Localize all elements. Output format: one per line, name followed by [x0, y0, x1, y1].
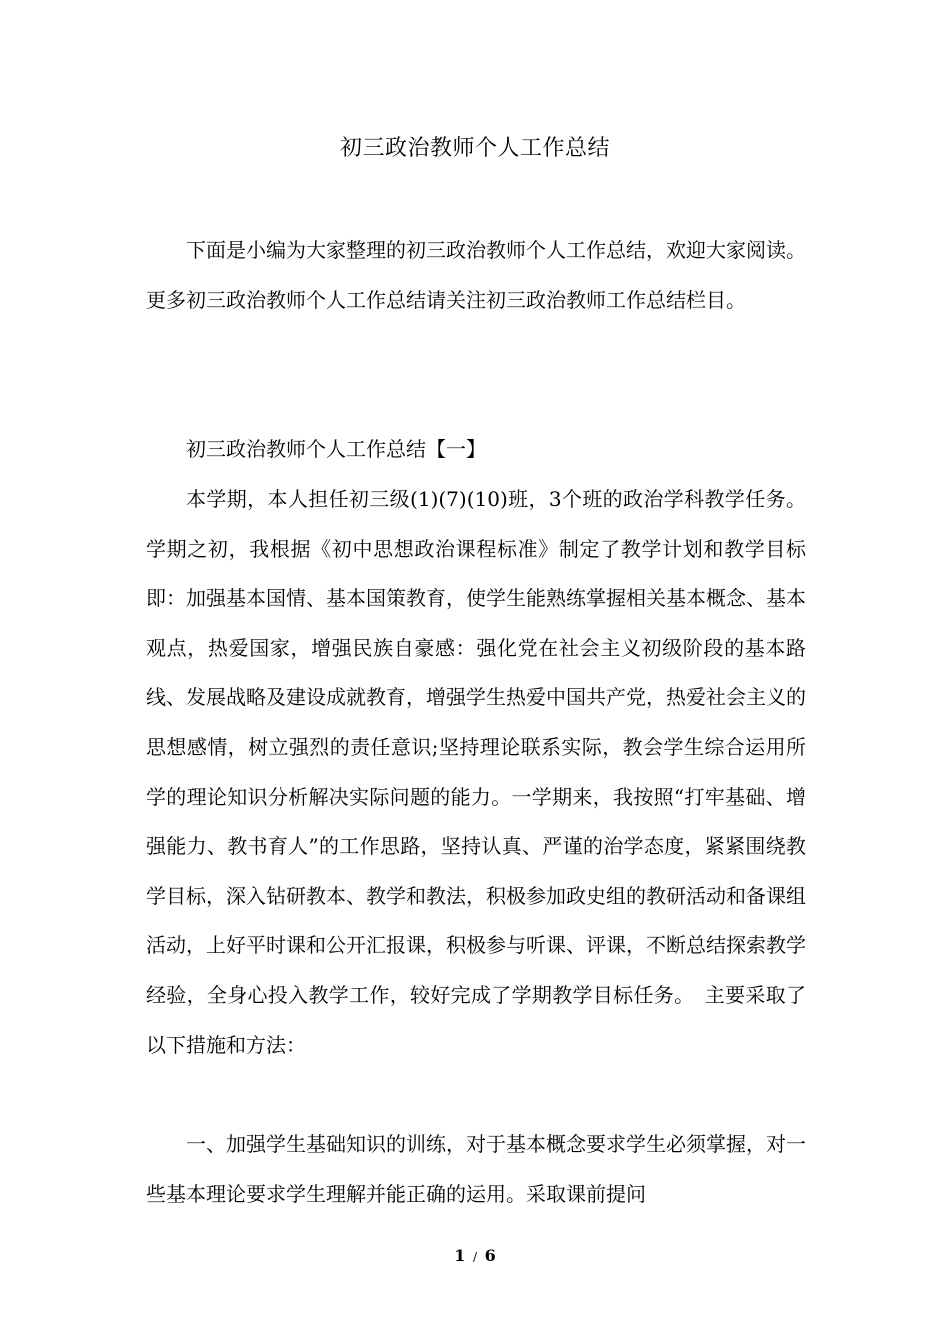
intro-paragraph: 下面是小编为大家整理的初三政治教师个人工作总结，欢迎大家阅读。更多初三政治教师个人工作总结请关注初三政治教师工作总结栏目。 — [146, 238, 806, 312]
page-separator: / — [472, 1250, 478, 1264]
page-number — [0, 1246, 950, 1267]
document-title: 初三政治教师个人工作总结 — [339, 136, 610, 161]
body-paragraph-1: 本学期，本人担任初三级(1)(7)(10)班，3个班的政治学科教学任务。学期之初，我根据《初中思想政治课程标准》制定了教学计划和教学目标即：加强基本国情、基本国策教育，使学生能熟练掌握相关基本概念、基本观点，热爱国家，增强民族自豪感：强化党在社会主义初级阶段的基本路线、发展战略及建设成就教育，增强学生热爱中国共产党，热爱社会主义的思想感情，树立强烈的责任意识;坚持理论联系实际，教会学生综合运用所学的理论知识分析解决实际问题的能力。一学期来，我按照“打牢基础、增强能力、教书育人”的工作思路，坚持认真、严谨的治学态度，紧紧围绕教学目标，深入钻研教本、教学和教法，积极参加政史组的教研活动和备课组活动，上好平时课和公开汇报课，积极参与听课、评课，不断总结探索教学经验，全身心投入教学工作，较好完成了学期教学目标任务。 主要采取了以下措施和方法： — [146, 487, 806, 1057]
current-page-number: 1 — [454, 1246, 466, 1265]
section-heading: 初三政治教师个人工作总结【一】 — [186, 437, 486, 461]
total-pages-number: 6 — [484, 1246, 496, 1265]
body-paragraph-2: 一、加强学生基础知识的训练，对于基本概念要求学生必须掌握，对一些基本理论要求学生理解并能正确的运用。采取课前提问 — [146, 1132, 806, 1206]
